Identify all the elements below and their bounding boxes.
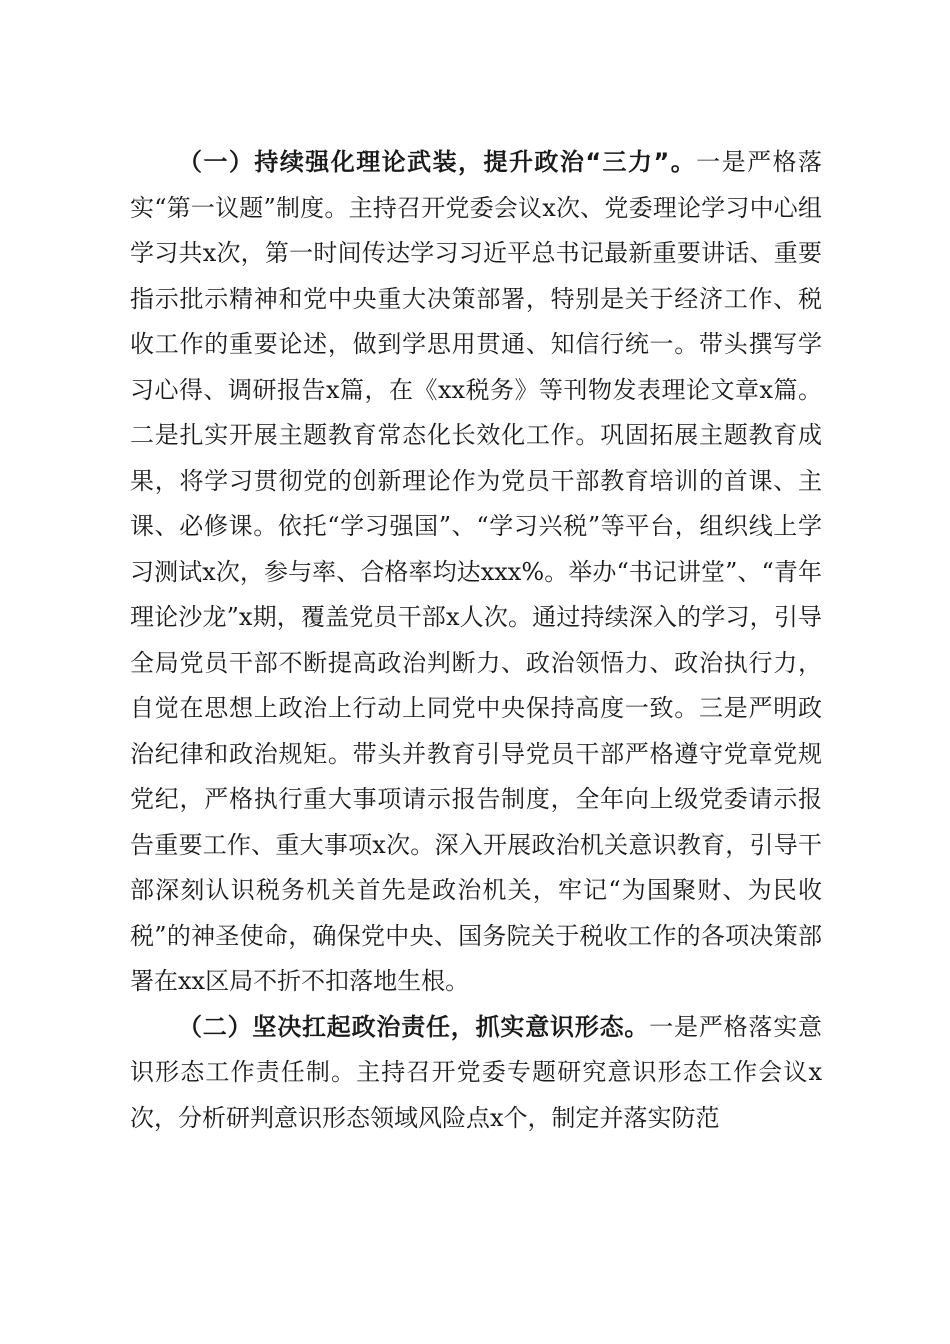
paragraph-1-text: 一是严格落实“第一议题”制度。主持召开党委会议x次、党委理论学习中心组学习共x次，第一时间传达学习习近平总书记最新重要讲话、重要指示批示精神和党中央重大决策部署，特别是关于经济工作、税收工作的重要论述，做到学思用贯通、知信行统一。带头撰写学习心得、调研报告x篇，在《xx税务》等刊物发表理论文章x篇。二是扎实开展主题教育常态化长效化工作。巩固拓展主题教育成果，将学习贯彻党的创新理论作为党员干部教育培训的首课、主课、必修课。依托“学习强国”、“学习兴税”等平台，组织线上学习测试x次，参与率、合格率均达xxx%。举办“书记讲堂”、“青年理论沙龙”x期，覆盖党员干部x人次。通过持续深入的学习，引导全局党员干部不断提高政治判断力、政治领悟力、政治执行力，自觉在思想上政治上行动上同党中央保持高度一致。三是严明政治纪律和政治规矩。带头并教育引导党员干部严格遵守党章党规党纪，严格执行重大事项请示报告制度，全年向上级党委请示报告重要工作、重大事项x次。深入开展政治机关意识教育，引导干部深刻认识税务机关首先是政治机关，牢记“为国聚财、为民收税”的神圣使命，确保党中央、国务院关于税收工作的各项决策部署在xx区局不折不扣落地生根。: [130, 148, 823, 995]
document-body: [130, 140, 822, 1141]
paragraph-2: [130, 1005, 822, 1142]
section-heading-2: （二）坚决扛起政治责任，抓实意识形态。: [178, 1012, 650, 1041]
paragraph-1: [130, 140, 822, 1005]
section-heading-1: （一）持续强化理论武装，提升政治“三力”。: [178, 148, 697, 176]
paragraph-2-text: 一是严格落实意识形态工作责任制。主持召开党委专题研究意识形态工作会议x次，分析研判意识形态领域风险点x个，制定并落实防范: [130, 1012, 823, 1132]
